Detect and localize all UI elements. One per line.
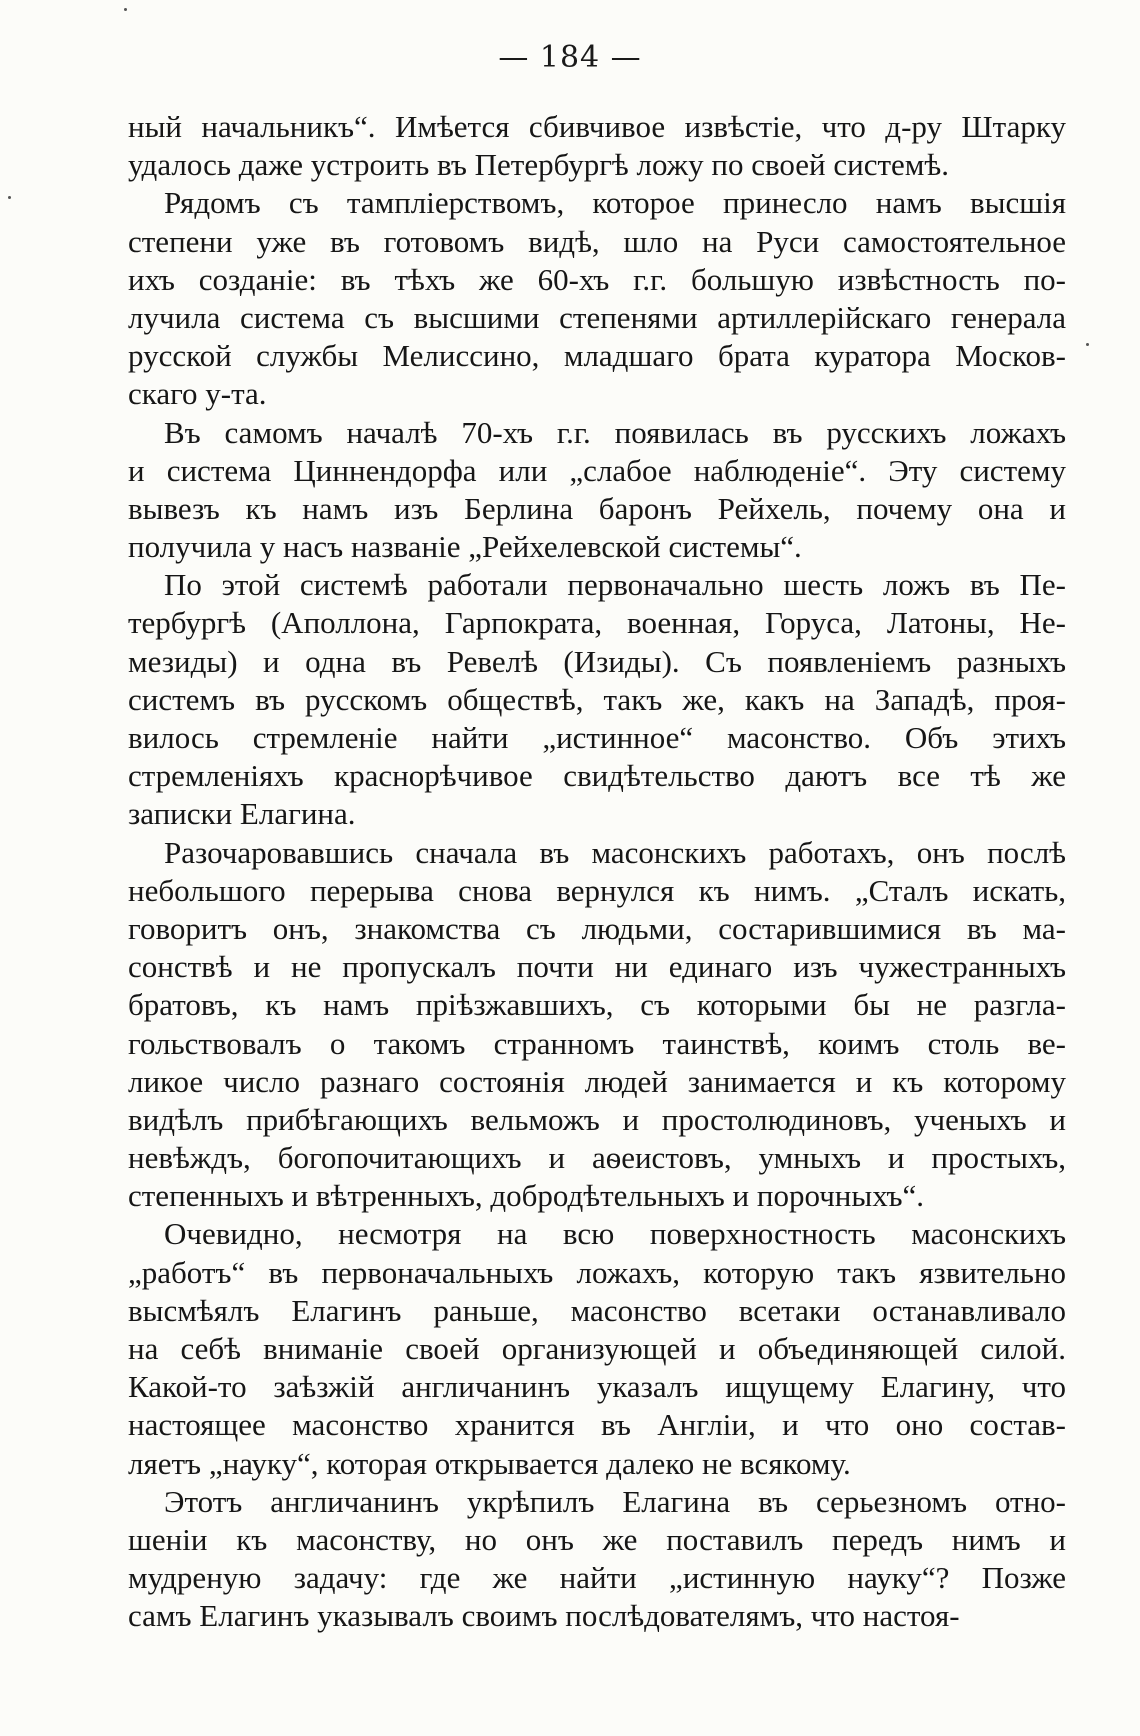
- text-line: лучила система съ высшими степенями артиллерійскаго генерала: [128, 299, 1066, 335]
- text-line: получила у насъ названіе „Рейхелевской системы“.: [128, 529, 802, 565]
- paragraph: [128, 834, 1066, 1216]
- text-line: шеніи къ масонству, но онъ же поставилъ передъ нимъ и: [128, 1521, 1066, 1557]
- scan-speck: [124, 8, 127, 11]
- text-line: удалось даже устроить въ Петербургѣ ложу по своей системѣ.: [128, 147, 949, 183]
- text-line: небольшого перерыва снова вернулся къ нимъ. „Сталъ искать,: [128, 872, 1066, 908]
- text-line: русской службы Мелиссино, младшаго брата куратора Москов-: [128, 338, 1066, 374]
- text-line: на себѣ вниманіе своей организующей и объединяющей силой.: [128, 1331, 1066, 1366]
- text-line: мудреную задачу: где же найти „истинную науку“? Позже: [128, 1560, 1066, 1596]
- text-line: самъ Елагинъ указывалъ своимъ послѣдователямъ, что настоя-: [128, 1598, 960, 1634]
- scan-speck: [8, 196, 11, 199]
- text-line: Очевидно, несмотря на всю поверхностность масонскихъ: [164, 1216, 1066, 1252]
- paragraph: [128, 1483, 1066, 1636]
- paragraph: [128, 1215, 1066, 1482]
- text-line: настоящее масонство хранится въ Англіи, и что оно состав-: [128, 1407, 1066, 1443]
- page-number: — 184 —: [498, 40, 642, 75]
- text-line: Рядомъ съ тампліерствомъ, которое принесло намъ высшія: [164, 185, 1066, 221]
- text-line: и система Циннендорфа или „слабое наблюденіе“. Эту систему: [128, 452, 1066, 488]
- text-line: „работъ“ въ первоначальныхъ ложахъ, которую такъ язвительно: [128, 1254, 1066, 1290]
- text-line: невѣждъ, богопочитающихъ и аѳеистовъ, умныхъ и простыхъ,: [128, 1140, 1066, 1176]
- text-line: степени уже въ готовомъ видѣ, шло на Руси самостоятельное: [128, 223, 1066, 259]
- text-line: По этой системѣ работали первоначально шесть ложъ въ Пе-: [164, 567, 1066, 603]
- text-line: системъ въ русскомъ обществѣ, такъ же, какъ на Западѣ, проя-: [128, 681, 1066, 717]
- text-line: записки Елагина.: [128, 796, 356, 832]
- text-line: Какой-то заѣзжій англичанинъ указалъ ищущему Елагину, что: [128, 1369, 1066, 1405]
- text-line: ляетъ „науку“, которая открывается далеко не всякому.: [128, 1445, 851, 1481]
- text-line: вывезъ къ намъ изъ Берлина баронъ Рейхель, почему она и: [128, 490, 1066, 526]
- text-line: Этотъ англичанинъ укрѣпилъ Елагина въ серьезномъ отно-: [164, 1483, 1066, 1519]
- text-line: Разочаровавшись сначала въ масонскихъ работахъ, онъ послѣ: [164, 834, 1066, 870]
- text-line: ликое число разнаго состоянія людей занимается и къ которому: [128, 1063, 1066, 1099]
- paragraph: [128, 184, 1066, 413]
- text-line: мезиды) и одна въ Ревелѣ (Изиды). Съ появленіемъ разныхъ: [128, 643, 1066, 679]
- text-line: гольствовалъ о такомъ странномъ таинствѣ, коимъ столь ве-: [128, 1025, 1066, 1061]
- scan-speck: [1086, 343, 1089, 346]
- text-line: Въ самомъ началѣ 70-хъ г.г. появилась въ русскихъ ложахъ: [164, 414, 1066, 450]
- text-line: ихъ созданіе: въ тѣхъ же 60-хъ г.г. большую извѣстность по-: [128, 261, 1066, 297]
- text-line: степенныхъ и вѣтренныхъ, добродѣтельныхъ и порочныхъ“.: [128, 1178, 925, 1214]
- text-line: видѣлъ прибѣгающихъ вельможъ и простолюдиновъ, ученыхъ и: [128, 1101, 1066, 1137]
- text-line: братовъ, къ намъ пріѣзжавшихъ, съ которыми бы не разгла-: [128, 987, 1066, 1023]
- paragraph: [128, 566, 1066, 833]
- text-line: скаго у-та.: [128, 376, 267, 412]
- paragraph: [128, 108, 1066, 184]
- text-line: сонствѣ и не пропускалъ почти ни единаго изъ чужестранныхъ: [128, 949, 1066, 985]
- text-line: вилось стремленіе найти „истинное“ масонство. Объ этихъ: [128, 720, 1066, 755]
- text-line: говоритъ онъ, знакомства съ людьми, состарившимися въ ма-: [128, 910, 1066, 946]
- text-line: высмѣялъ Елагинъ раньше, масонство всетаки останавливало: [128, 1292, 1066, 1328]
- page-text: [128, 108, 1066, 1636]
- text-line: стремленіяхъ краснорѣчивое свидѣтельство даютъ все тѣ же: [128, 758, 1066, 794]
- paragraph: [128, 414, 1066, 567]
- text-line: ный начальникъ“. Имѣется сбивчивое извѣстіе, что д-ру Штарку: [128, 109, 1066, 144]
- text-line: тербургѣ (Аполлона, Гарпократа, военная, Горуса, Латоны, Не-: [128, 605, 1066, 641]
